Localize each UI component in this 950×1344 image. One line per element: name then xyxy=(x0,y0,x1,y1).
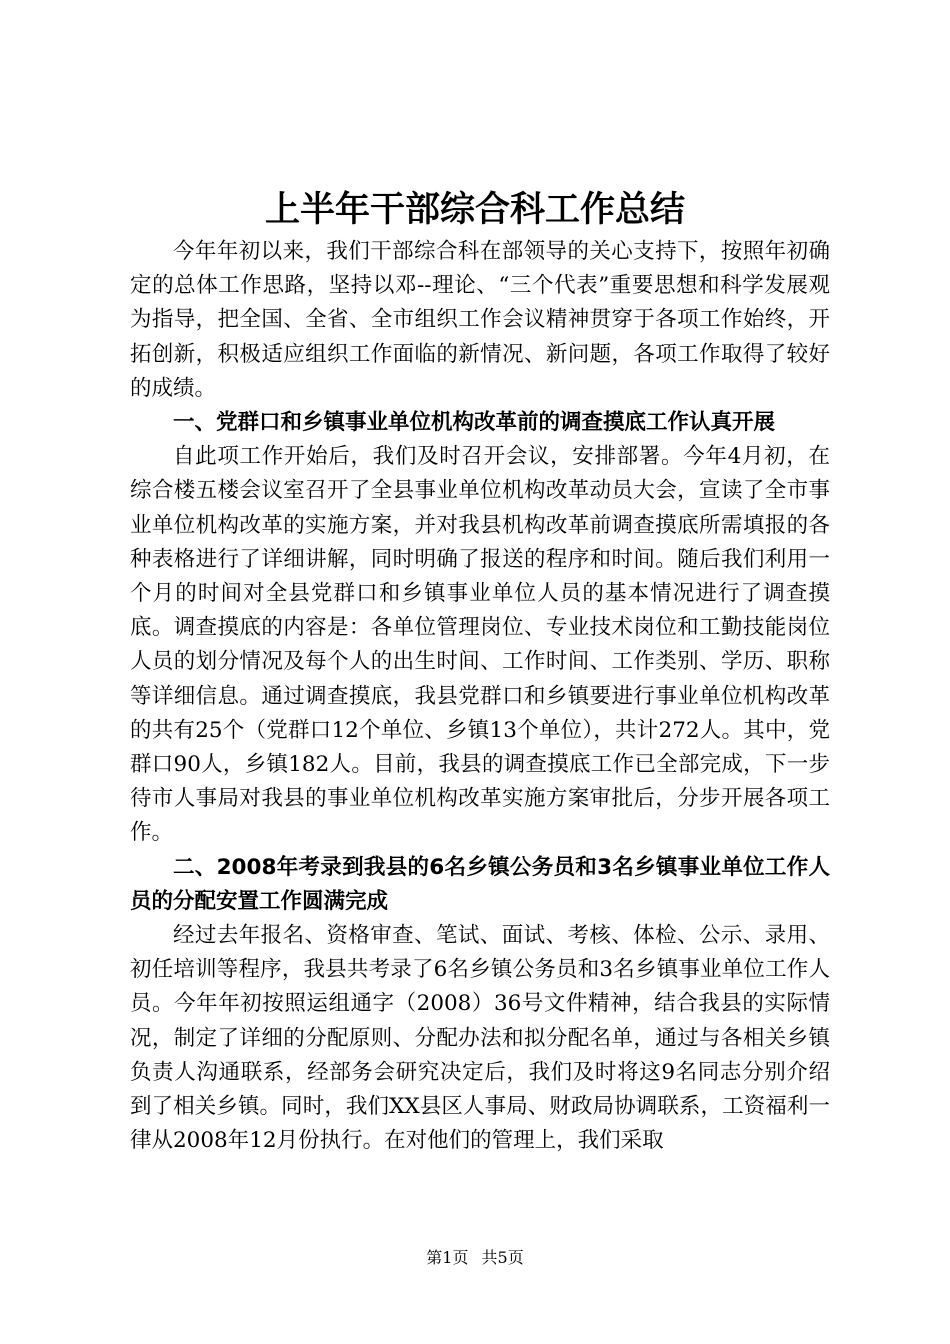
section-2-paragraph: 经过去年报名、资格审查、笔试、面试、考核、体检、公示、录用、初任培训等程序，我县共考录了6名乡镇公务员和3名乡镇事业单位工作人员。今年年初按照运组通字（2008）36号文件精神，结合我县的实际情况，制定了详细的分配原则、分配办法和拟分配名单，通过与各相关乡镇负责人沟通联系，经部务会研究决定后，我们及时将这9名同志分别介绍到了相关乡镇。同时，我们XX县区人事局、财政局协调联系，工资福利一律从2008年12月份执行。在对他们的管理上，我们采取 xyxy=(130,923,830,1154)
section-heading-2: 二、2008年考录到我县的6名乡镇公务员和3名乡镇事业单位工作人员的分配安置工作圆满完成 xyxy=(130,854,830,914)
page-total: 共5页 xyxy=(481,1248,524,1267)
section-heading-1: 一、党群口和乡镇事业单位机构改革前的调查摸底工作认真开展 xyxy=(173,410,776,436)
document-body xyxy=(130,235,830,1158)
page-footer xyxy=(0,1245,950,1268)
document-title: 上半年干部综合科工作总结 xyxy=(264,190,685,230)
page-number: 第1页 xyxy=(426,1248,469,1267)
section-1-paragraph: 自此项工作开始后，我们及时召开会议，安排部署。今年4月初，在综合楼五楼会议室召开了全县事业单位机构改革动员大会，宣读了全市事业单位机构改革的实施方案，并对我县机构改革前调查摸底所需填报的各种表格进行了详细讲解，同时明确了报送的程序和时间。随后我们利用一个月的时间对全县党群口和乡镇事业单位人员的基本情况进行了调查摸底。调查摸底的内容是：各单位管理岗位、专业技术岗位和工勤技能岗位人员的划分情况及每个人的出生时间、工作时间、工作类别、学历、职称等详细信息。通过调查摸底，我县党群口和乡镇要进行事业单位机构改革的共有25个（党群口12个单位、乡镇13个单位），共计272人。其中，党群口90人，乡镇182人。目前，我县的调查摸底工作已全部完成，下一步待市人事局对我县的事业单位机构改革实施方案审批后，分步开展各项工作。 xyxy=(130,444,830,846)
intro-paragraph: 今年年初以来，我们干部综合科在部领导的关心支持下，按照年初确定的总体工作思路，坚持以邓--理论、“三个代表”重要思想和科学发展观为指导，把全国、全省、全市组织工作会议精神贯穿于各项工作始终，开拓创新，积极适应组织工作面临的新情况、新问题，各项工作取得了较好的成绩。 xyxy=(130,239,830,401)
